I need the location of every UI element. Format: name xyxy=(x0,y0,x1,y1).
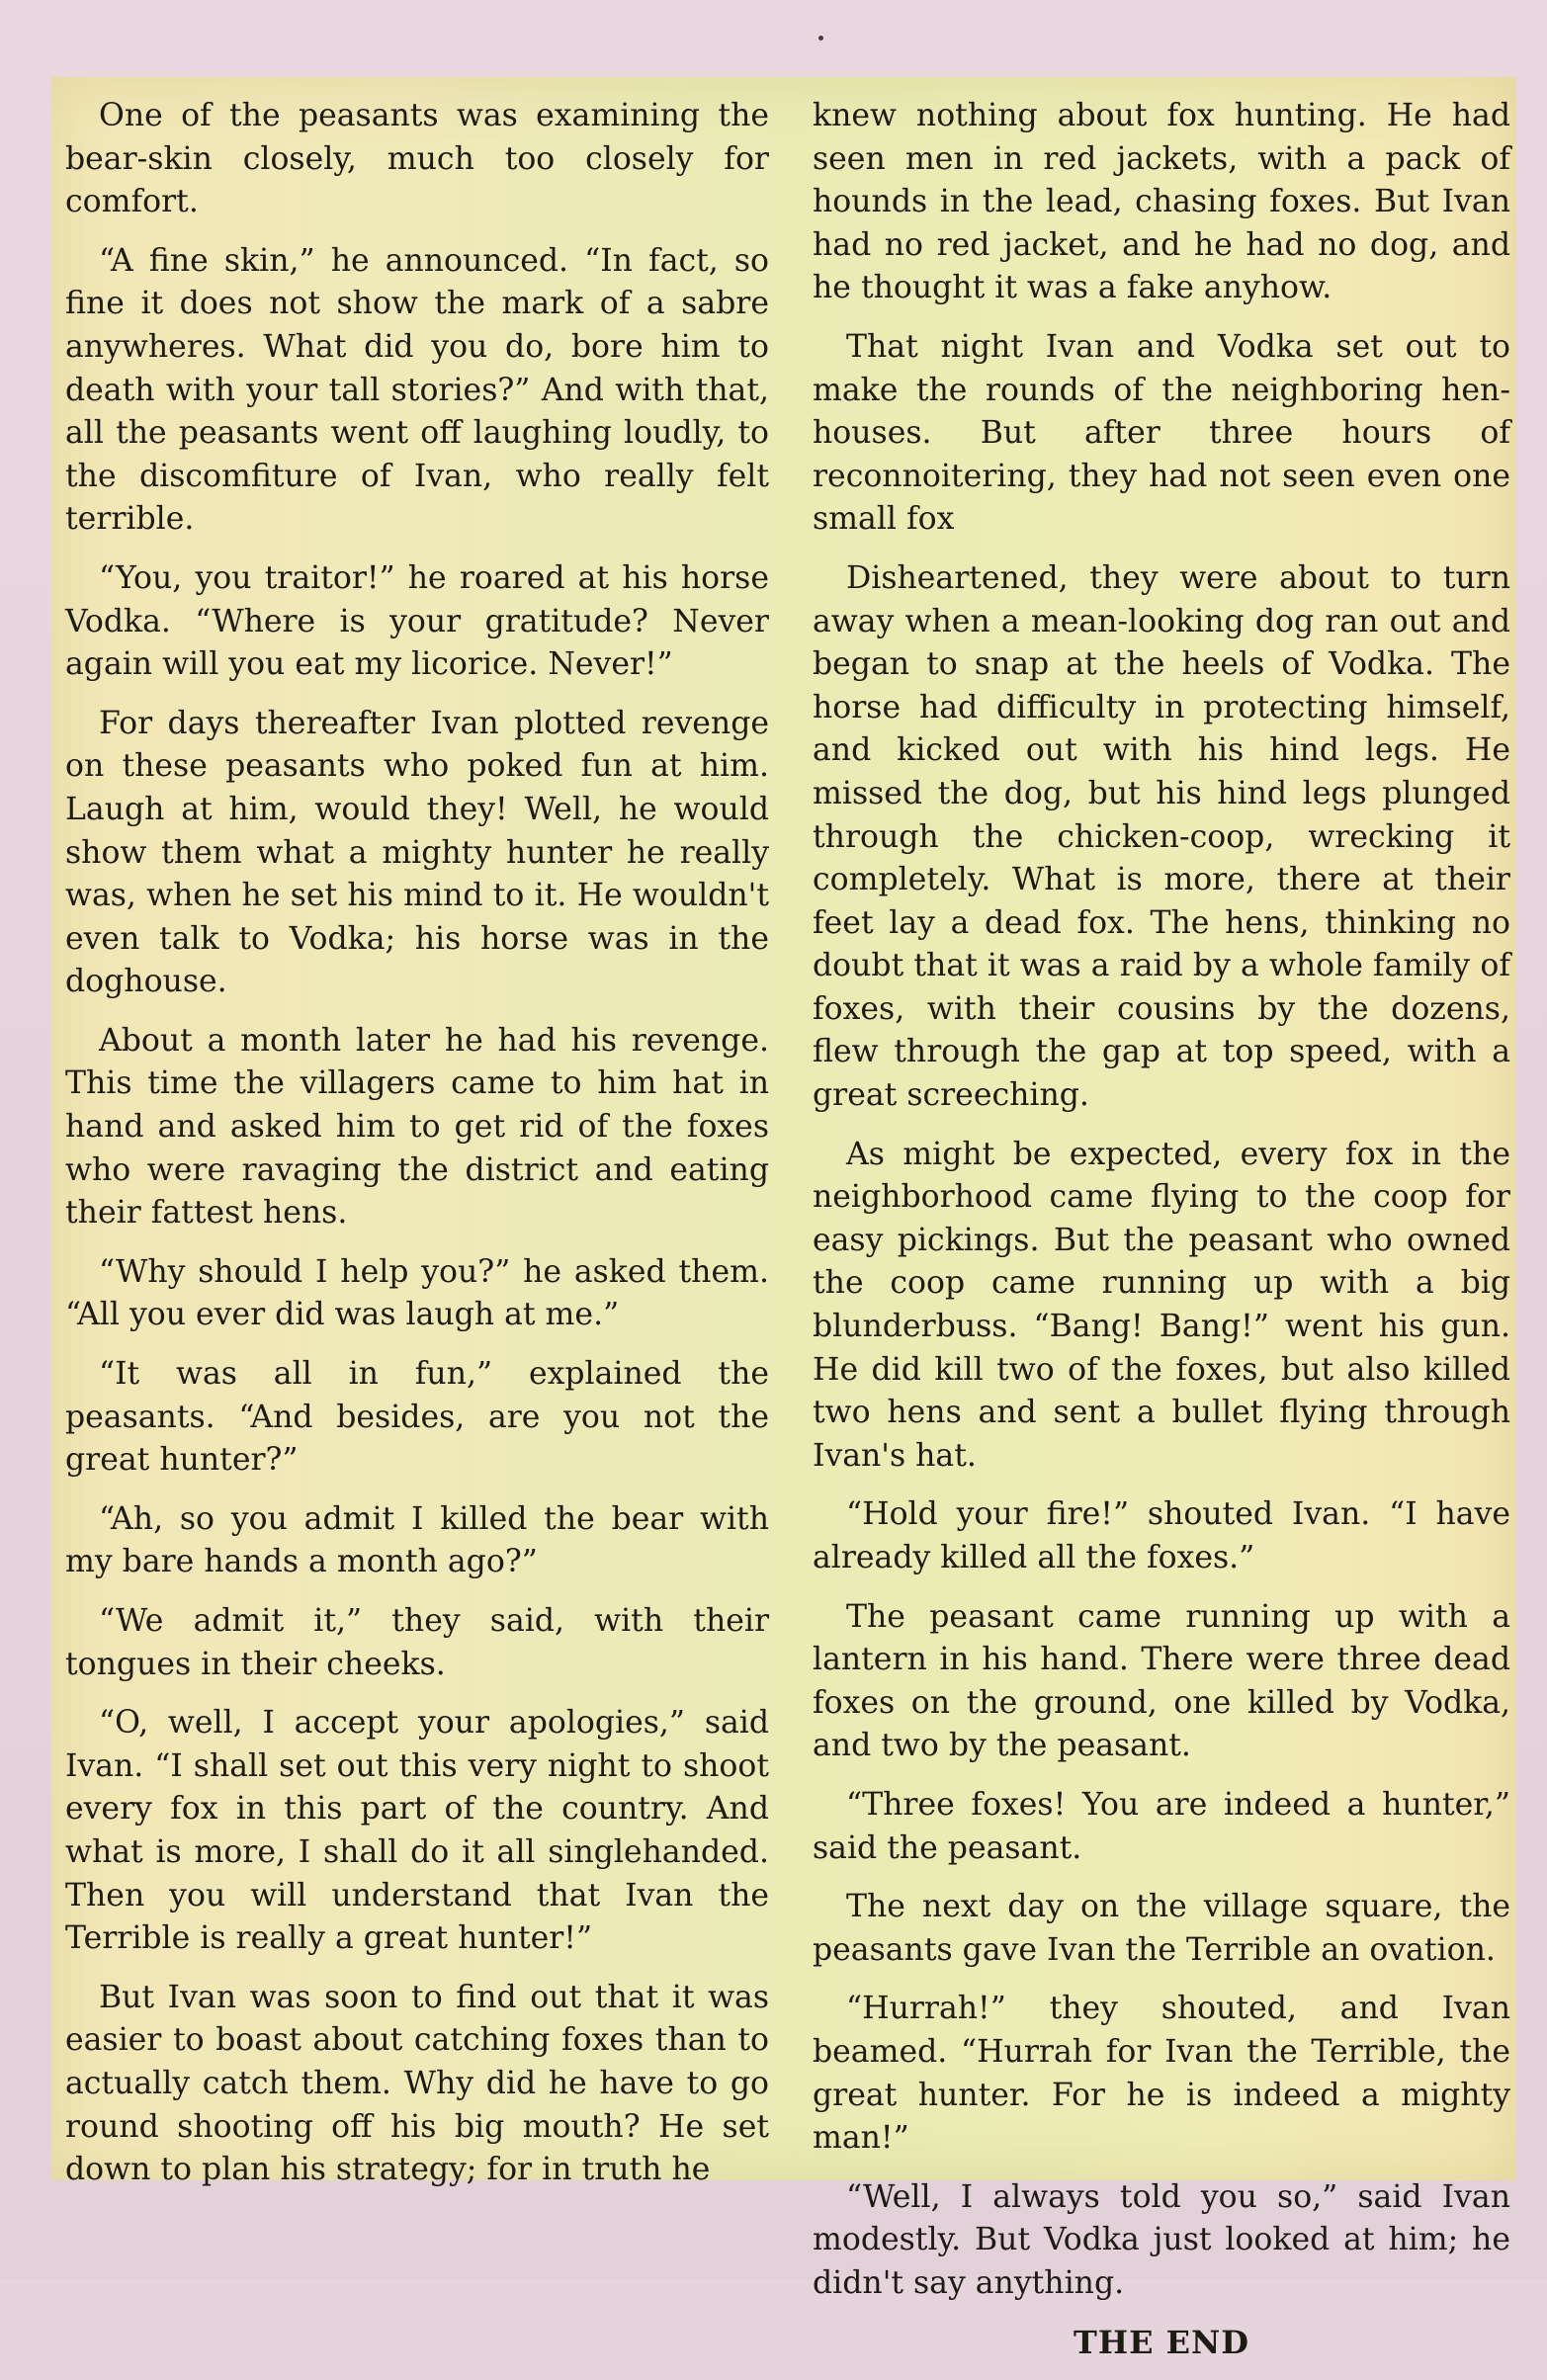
continued-paragraph: knew nothing about fox hunting. He had seen men in red jackets, with a pack of hounds in the lead, chasing foxes. But Ivan had no red jacket, and he had no dog, and he thought it was a fake anyhow. xyxy=(813,98,1510,306)
paragraph: That night Ivan and Vodka set out to make the rounds of the neighboring hen-houses. But after three hours of reconnoitering, they had not seen even one small fox xyxy=(813,328,1510,538)
paragraph: “Why should I help you?” he asked them. “All you ever did was laugh at me.” xyxy=(65,1253,769,1333)
paragraph: The next day on the village square, the peasants gave Ivan the Terrible an ovation. xyxy=(813,1889,1510,1968)
paragraph: The peasant came running up with a lantern in his hand. There were three dead foxes on the ground, one killed by Vodka, and two by the peasant. xyxy=(813,1598,1510,1764)
paragraph: “It was all in fun,” explained the peasants. “And besides, are you not the great hunter?” xyxy=(65,1356,769,1479)
the-end-label: THE END xyxy=(1074,2323,1249,2361)
paragraph: Disheartened, they were about to turn away when a mean-looking dog ran out and began to snap at the heels of Vodka. The horse had difficulty in protecting himself, and kicked out with his hind legs. He missed the dog, but his hind legs plunged through the chicken-coop, wrecking it completely. What is more, there at their feet lay a dead fox. The hens, thinking no doubt that it was a raid by a whole family of foxes, with their cousins by the dozens, flew through the gap at top speed, with a great screeching. xyxy=(813,559,1510,1114)
paragraph: “Hurrah!” they shouted, and Ivan beamed. “Hurrah for Ivan the Terrible, the great hunter. For he is indeed a mighty man!” xyxy=(813,1991,1510,2157)
paragraph: “A fine skin,” he announced. “In fact, so fine it does not show the mark of a sabre anywheres. What did you do, bore him to death with your tall stories?” And with that, all the peasants went off laughing loudly, to the discomfiture of Ivan, who really felt terrible. xyxy=(65,242,769,538)
paragraph: About a month later he had his revenge. This time the villagers came to him hat in hand and asked him to get rid of the foxes who were ravaging the district and eating their fattest hens. xyxy=(65,1022,769,1232)
story-panel xyxy=(51,77,1516,2361)
paragraph: “Three foxes! You are indeed a hunter,” said the peasant. xyxy=(813,1786,1510,1866)
ink-speck xyxy=(818,36,823,41)
paragraph: One of the peasants was examining the bear-skin closely, much too closely for comfort. xyxy=(65,98,769,220)
paragraph: But Ivan was soon to find out that it was easier to boast about catching foxes than to actually catch them. Why did he have to go round shooting off his big mouth? He set down to plan his strategy; for in truth he xyxy=(65,1979,769,2188)
paragraph: “Hold your fire!” shouted Ivan. “I have already killed all the foxes.” xyxy=(813,1496,1510,1575)
right-column xyxy=(813,95,1510,2380)
paragraph: “You, you traitor!” he roared at his horse Vodka. “Where is your gratitude? Never again will you eat my licorice. Never!” xyxy=(65,559,769,683)
paragraph: “O, well, I accept your apologies,” said Ivan. “I shall set out this very night to shoot every fox in this part of the country. And what is more, I shall do it all singlehanded. Then you will understand that Ivan the Terrible is really a great hunter!” xyxy=(65,1705,769,1957)
paragraph: For days thereafter Ivan plotted revenge on these peasants who poked fun at him. Laugh at him, would they! Well, he would show them what a mighty hunter he really was, when he set his mind to it. He wouldn't even talk to Vodka; his horse was in the doghouse. xyxy=(65,705,769,1000)
paragraph: “We admit it,” they said, with their tongues in their cheeks. xyxy=(65,1603,769,1682)
paragraph: As might be expected, every fox in the neighborhood came flying to the coop for easy pickings. But the peasant who owned the coop came running up with a big blunderbuss. “Bang! Bang!” went his gun. He did kill two of the foxes, but also killed two hens and sent a bullet flying through Ivan's hat. xyxy=(813,1136,1510,1474)
paragraph: “Well, I always told you so,” said Ivan modestly. But Vodka just looked at him; he didn't say anything. xyxy=(813,2178,1510,2301)
paragraph: “Ah, so you admit I killed the bear with my bare hands a month ago?” xyxy=(65,1500,769,1580)
left-column xyxy=(65,95,769,2208)
